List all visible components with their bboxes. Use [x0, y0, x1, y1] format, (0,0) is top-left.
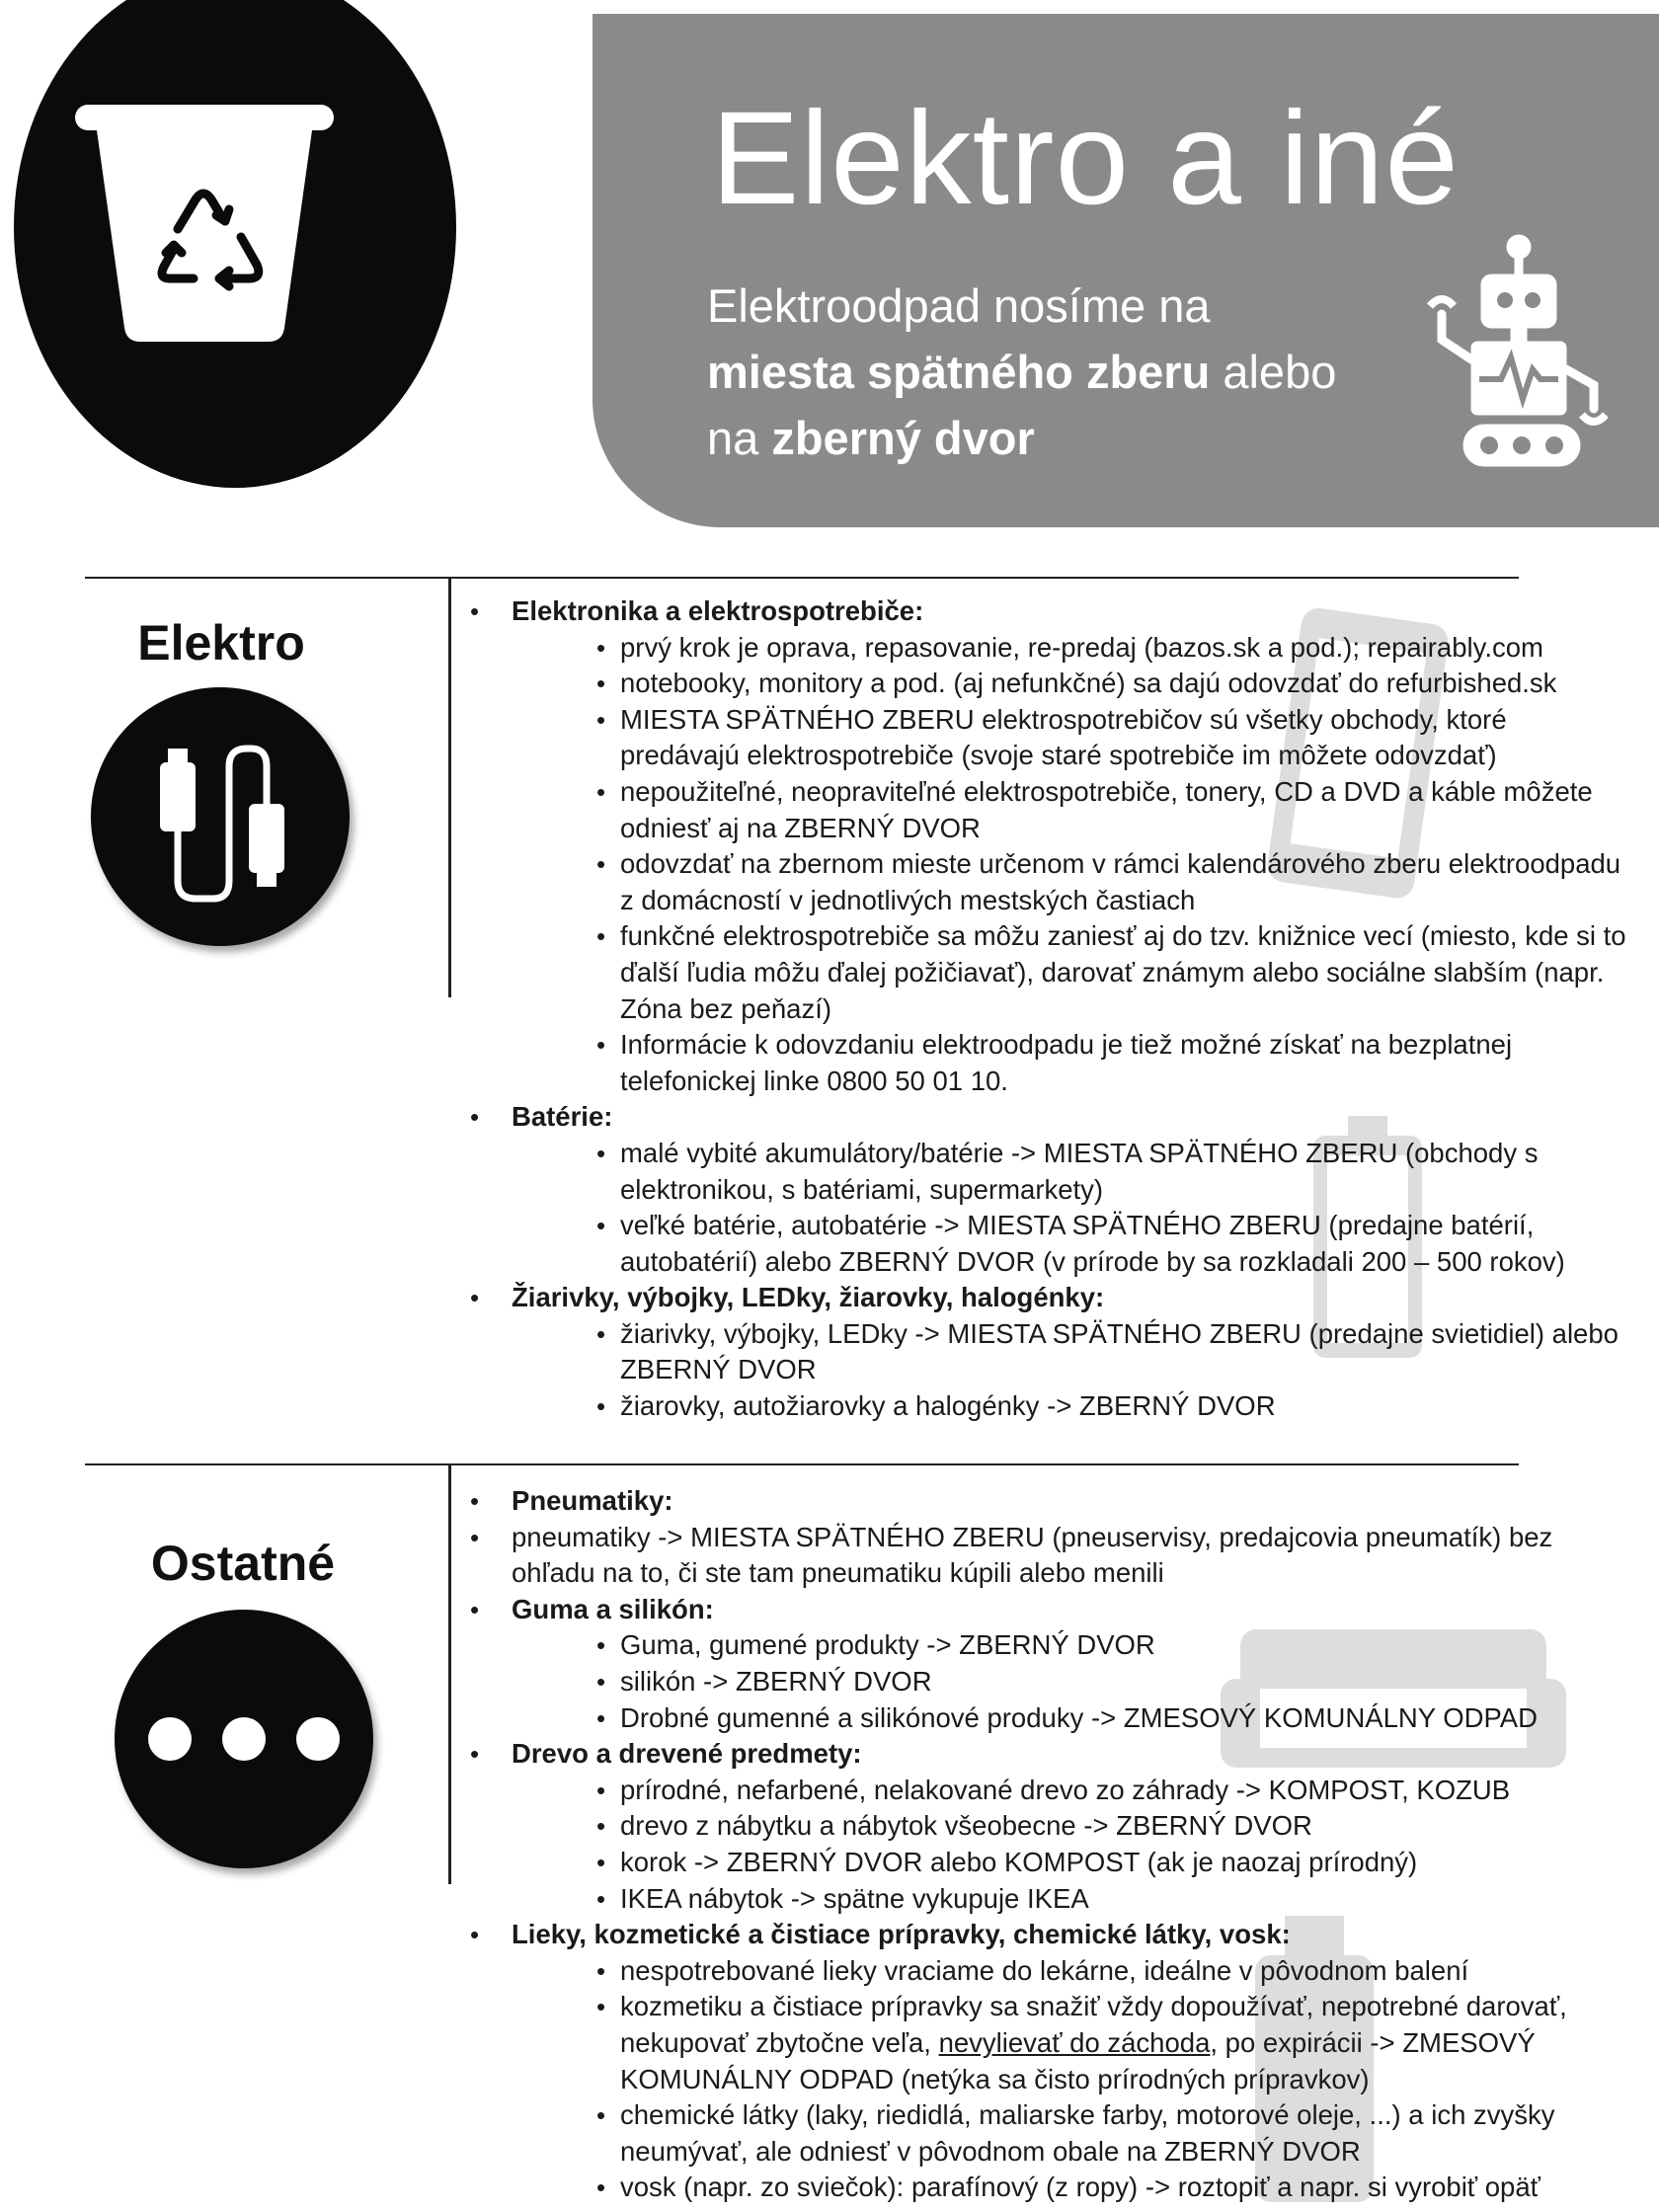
list-item: • MIESTA SPÄTNÉHO ZBERU elektrospotrebičov sú všetky obchody, ktoré predávajú elektrospotrebiče (svoje staré spotrebiče im môžete odovzdať) [512, 702, 1629, 774]
group-heading: Pneumatiky: [512, 1485, 673, 1516]
underlined-text: nevylievať do záchoda [938, 2026, 1211, 2058]
robot-icon [1420, 231, 1608, 488]
list-item: • nepoužiteľné, neopraviteľné elektrospotrebiče, tonery, CD a DVD a káble môžete odniesť aj na ZBERNÝ DVOR [512, 774, 1629, 846]
ostatne-content [464, 1483, 1629, 2206]
list-item [464, 1592, 1629, 1736]
list-item: • chemické látky (laky, riedidlá, maliarske farby, motorové oleje, ...) a ich zvyšky neumývať, ale odniesť v pôvodnom obale na ZBERNÝ DVOR [512, 2097, 1629, 2170]
list-item: • prvý krok je oprava, repasovanie, re-predaj (bazos.sk a pod.); repairably.com [512, 630, 1629, 667]
list-item: • prírodné, nefarbené, nelakované drevo zo záhrady -> KOMPOST, KOZUB [512, 1773, 1629, 1809]
divider-top [85, 577, 1519, 579]
list-item: • korok -> ZBERNÝ DVOR alebo KOMPOST (ak je naozaj prírodný) [512, 1845, 1629, 1881]
cable-icon [91, 687, 350, 946]
logo-circle [14, 0, 456, 488]
list-item: • kozmetiku a čistiace prípravky sa snažiť vždy dopoužívať, nepotrebné darovať, nekupovať zbytočne veľa, nevylievať do záchoda, po expirácii -> ZMESOVÝ KOMUNÁLNY ODPAD (netýka sa čisto prírodných prípravkov) [512, 1989, 1629, 2097]
list-item: • IKEA nábytok -> spätne vykupuje IKEA [512, 1881, 1629, 1918]
divider-vertical-2 [448, 1465, 451, 1884]
header-subtitle: Elektroodpad nosíme na miesta spätného zberu alebo na zberný dvor [707, 279, 1337, 464]
list-item: • žiarovky, autožiarovky a halogénky -> ZBERNÝ DVOR [512, 1388, 1629, 1425]
list-item [464, 1099, 1629, 1280]
group-heading: Batérie: [512, 1101, 613, 1133]
elektro-content [464, 593, 1629, 1425]
group-heading: Lieky, kozmetické a čistiace prípravky, chemické látky, vosk: [512, 1919, 1291, 1950]
list-item: • veľké batérie, autobatérie -> MIESTA SPÄTNÉHO ZBERU (predajne batérií, autobatérií) alebo ZBERNÝ DVOR (v prírode by sa rozkladali 200 – 500 rokov) [512, 1208, 1629, 1280]
divider-vertical-1 [448, 579, 451, 997]
list-item: • drevo z nábytku a nábytok všeobecne -> ZBERNÝ DVOR [512, 1808, 1629, 1845]
list-item: • notebooky, monitory a pod. (aj nefunkčné) sa dajú odovzdať do refurbished.sk [512, 666, 1629, 702]
list-item [464, 1483, 1629, 1520]
list-item [464, 1917, 1629, 2206]
list-item: • odovzdať na zbernom mieste určenom v rámci kalendárového zberu elektroodpadu z domácností v jednotlivých mestských častiach [512, 846, 1629, 918]
list-item: • Drobné gumenné a silikónové produky -> ZMESOVÝ KOMUNÁLNY ODPAD [512, 1700, 1629, 1737]
list-item: • Informácie k odovzdaniu elektroodpadu je tiež možné získať na bezplatnej telefonickej linke 0800 50 01 10. [512, 1027, 1629, 1099]
section-label-elektro: Elektro [137, 615, 305, 671]
elektro-list [464, 593, 1629, 1425]
page-title: Elektro a iné [711, 85, 1460, 232]
list-item: • pneumatiky -> MIESTA SPÄTNÉHO ZBERU (pneuservisy, predajcovia pneumatík) bez ohľadu na to, či ste tam pneumatiku kúpili alebo menili [464, 1520, 1629, 1592]
list-item: • funkčné elektrospotrebiče sa môžu zaniesť aj do tzv. knižnice vecí (miesto, kde si to ďalší ľudia môžu ďalej požičiavať), darovať známym alebo sociálne slabším (napr. Zóna bez peňazí) [512, 918, 1629, 1027]
header-panel [592, 14, 1659, 527]
list-item: • Guma, gumené produkty -> ZBERNÝ DVOR [512, 1627, 1629, 1664]
list-item: • silikón -> ZBERNÝ DVOR [512, 1664, 1629, 1700]
more-dots-icon [115, 1610, 373, 1868]
group-heading: Elektronika a elektrospotrebiče: [512, 595, 924, 626]
list-item: • malé vybité akumulátory/batérie -> MIESTA SPÄTNÉHO ZBERU (obchody s elektronikou, s batériami, supermarkety) [512, 1136, 1629, 1208]
list-item [464, 593, 1629, 1099]
group-heading: Guma a silikón: [512, 1593, 714, 1624]
divider-middle [85, 1463, 1519, 1465]
group-heading: Žiarivky, výbojky, LEDky, žiarovky, halogénky: [512, 1282, 1105, 1313]
list-item: • vosk (napr. zo sviečok): parafínový (z ropy) -> roztopiť a napr. si vyrobiť opäť [512, 2170, 1629, 2206]
list-item: • nespotrebované lieky vraciame do lekárne, ideálne v pôvodnom balení [512, 1953, 1629, 1990]
elektro-icon-circle [91, 687, 350, 946]
ostatne-list [464, 1483, 1629, 2206]
list-item [464, 1736, 1629, 1917]
list-item [464, 1280, 1629, 1424]
section-label-ostatne: Ostatné [150, 1536, 336, 1591]
group-heading: Drevo a drevené predmety: [512, 1738, 862, 1770]
list-item: • žiarivky, výbojky, LEDky -> MIESTA SPÄTNÉHO ZBERU (predajne svietidiel) alebo ZBERNÝ DVOR [512, 1316, 1629, 1388]
recycle-bin-icon [75, 105, 361, 352]
ostatne-icon-circle [115, 1610, 373, 1868]
